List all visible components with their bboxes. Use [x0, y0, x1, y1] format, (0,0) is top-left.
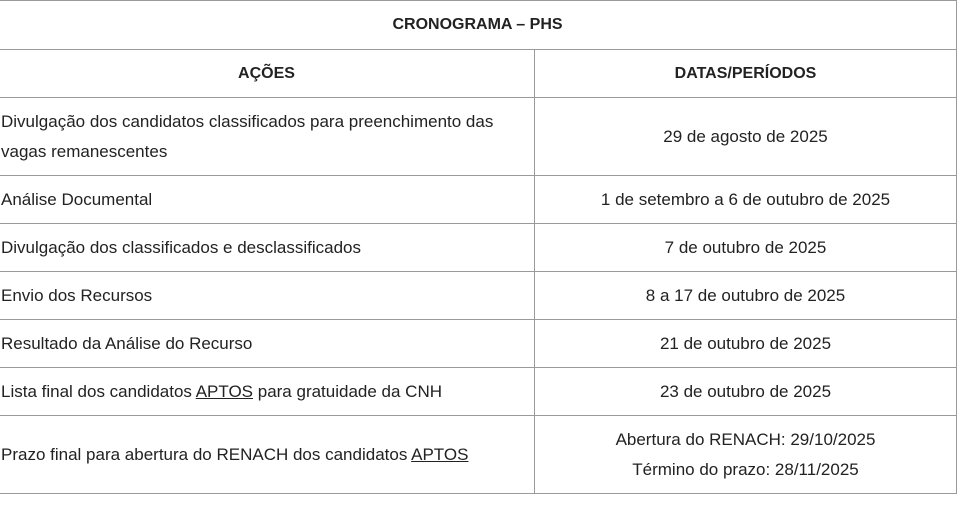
table-title: CRONOGRAMA – PHS	[0, 1, 957, 50]
date-cell: 1 de setembro a 6 de outubro de 2025	[535, 176, 957, 224]
table-row	[0, 368, 957, 416]
header-row	[0, 50, 957, 98]
deadline-end-date: Término do prazo: 28/11/2025	[632, 459, 859, 479]
action-cell: Análise Documental	[0, 176, 535, 224]
action-cell: Divulgação dos candidatos classificados para preenchimento das vagas remanescentes	[0, 98, 535, 176]
title-row	[0, 1, 957, 50]
date-cell: 8 a 17 de outubro de 2025	[535, 272, 957, 320]
date-cell	[535, 416, 957, 494]
table-row	[0, 416, 957, 494]
aptos-link[interactable]: APTOS	[411, 444, 469, 464]
action-text: Lista final dos candidatos	[1, 381, 196, 401]
table-row	[0, 224, 957, 272]
renach-opening-date: Abertura do RENACH: 29/10/2025	[615, 429, 876, 449]
action-text: Prazo final para abertura do RENACH dos candidatos	[1, 444, 412, 464]
table-row	[0, 98, 957, 176]
action-cell	[0, 416, 535, 494]
table-row	[0, 320, 957, 368]
action-text: para gratuidade da CNH	[253, 381, 443, 401]
date-cell: 29 de agosto de 2025	[535, 98, 957, 176]
table-row	[0, 272, 957, 320]
action-cell: Divulgação dos classificados e desclassificados	[0, 224, 535, 272]
header-actions: AÇÕES	[0, 50, 535, 98]
action-cell	[0, 368, 535, 416]
date-cell: 21 de outubro de 2025	[535, 320, 957, 368]
action-cell: Resultado da Análise do Recurso	[0, 320, 535, 368]
date-cell: 7 de outubro de 2025	[535, 224, 957, 272]
header-dates: DATAS/PERÍODOS	[535, 50, 957, 98]
action-cell: Envio dos Recursos	[0, 272, 535, 320]
date-cell: 23 de outubro de 2025	[535, 368, 957, 416]
aptos-link[interactable]: APTOS	[195, 381, 254, 401]
table-row	[0, 176, 957, 224]
